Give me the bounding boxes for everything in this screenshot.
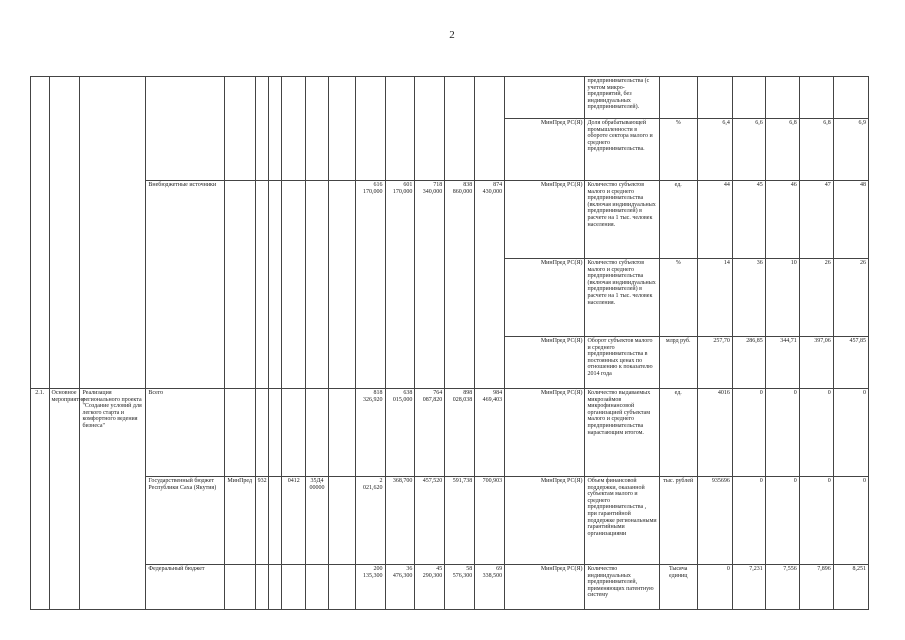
indicator-value: 14 [697, 259, 732, 337]
indicator-value: 397,06 [799, 337, 833, 389]
item-kind: Основное мероприятие [49, 389, 80, 610]
kind-cell [49, 77, 80, 389]
code: 35Д4 00000 [306, 477, 329, 565]
table-row [31, 389, 869, 477]
finance-value: 58 576,300 [445, 565, 475, 610]
code [328, 565, 355, 610]
finance-value: 718 340,000 [415, 181, 445, 389]
indicator-value: 0 [732, 477, 765, 565]
page-number: 2 [449, 29, 455, 41]
indicator-value: 44 [697, 181, 732, 259]
finance-value: 638 015,000 [385, 389, 415, 477]
finance-value: 818 326,920 [355, 389, 385, 477]
indicator-value: 8,251 [833, 565, 868, 610]
indicator-value: 36 [732, 259, 765, 337]
indicator-value: 6,8 [765, 119, 799, 181]
indicator-value: 26 [833, 259, 868, 337]
executor: МинПред РС(Я) [505, 259, 585, 337]
indicator-value: 257,70 [697, 337, 732, 389]
name-cell [80, 77, 146, 389]
finance-value: 601 170,000 [385, 181, 415, 389]
source-name: Федеральный бюджет [146, 565, 224, 610]
indicator-value: 48 [833, 181, 868, 259]
finance-value: 457,520 [415, 477, 445, 565]
responsible: МинПред [224, 477, 255, 565]
finance-value: 984 469,403 [475, 389, 505, 477]
indicator-value: 0 [732, 389, 765, 477]
unit: % [659, 119, 697, 181]
finance-value: 874 430,000 [475, 181, 505, 389]
indicator-value: 7,231 [732, 565, 765, 610]
indicator-value: 45 [732, 181, 765, 259]
indicator-value: 0 [697, 565, 732, 610]
indicator-value: 6,4 [697, 119, 732, 181]
indicator-value: 0 [799, 389, 833, 477]
table-row [31, 477, 869, 565]
finance-value: 591,738 [445, 477, 475, 565]
finance-value: 838 860,000 [445, 181, 475, 389]
unit: тыс. рублей [659, 477, 697, 565]
indicator-value: 344,71 [765, 337, 799, 389]
indicator-value: 4016 [697, 389, 732, 477]
table-row [31, 565, 869, 610]
finance-value: 764 087,820 [415, 389, 445, 477]
indicator-text: Доля обрабатывающей промышленности в обороте сектора малого и среднего предпринимательства. [585, 119, 659, 181]
source-name: Государственный бюджет Республики Саха (Якутия) [146, 477, 224, 565]
source-name: Внебюджетные источники [146, 181, 224, 389]
item-name: Реализация регионального проекта "Создание условий для легкого старта и комфортного ведения бизнеса" [80, 389, 146, 610]
source-name: Всего [146, 389, 224, 477]
indicator-value: 286,85 [732, 337, 765, 389]
code [282, 565, 306, 610]
indicator-value: 935696 [697, 477, 732, 565]
responsible [224, 565, 255, 610]
code [255, 389, 268, 477]
indicator-value: 6,6 [732, 119, 765, 181]
indicator-text: Объем финансовой поддержки, оказанной субъектам малого и среднего предпринимательства , при гарантийной поддержке региональными гарантийными организациями [585, 477, 659, 565]
code [282, 389, 306, 477]
finance-value: 700,903 [475, 477, 505, 565]
indicator-text: Количество индивидуальных предпринимателей, применяющих патентную систему [585, 565, 659, 610]
budget-table [30, 76, 869, 610]
indicator-value: 0 [765, 389, 799, 477]
indicator-value: 0 [833, 389, 868, 477]
finance-value: 45 290,300 [415, 565, 445, 610]
table-row [31, 181, 869, 259]
finance-value: 2 021,620 [355, 477, 385, 565]
indicator-value: 46 [765, 181, 799, 259]
responsible [224, 389, 255, 477]
indicator-value: 457,85 [833, 337, 868, 389]
code [255, 565, 268, 610]
executor: МинПред РС(Я) [505, 119, 585, 181]
code: 0412 [282, 477, 306, 565]
code [306, 389, 329, 477]
executor: МинПред РС(Я) [505, 181, 585, 259]
indicator-value: 6,8 [799, 119, 833, 181]
finance-value: 898 028,038 [445, 389, 475, 477]
unit: % [659, 259, 697, 337]
source-cell [146, 77, 224, 181]
indicator-value: 0 [799, 477, 833, 565]
finance-value: 36 476,300 [385, 565, 415, 610]
indicator-text: Количество субъектов малого и среднего предпринимательства (включая индивидуальных предпринимателей) в расчете на 1 тыс. человек населения. [585, 181, 659, 259]
unit: млрд руб. [659, 337, 697, 389]
executor: МинПред РС(Я) [505, 565, 585, 610]
code [328, 389, 355, 477]
indicator-value: 26 [799, 259, 833, 337]
indicator-value: 47 [799, 181, 833, 259]
indicator-text: Оборот субъектов малого и среднего предпринимательства в постоянных ценах по отношению к показателю 2014 года [585, 337, 659, 389]
finance-value: 200 135,300 [355, 565, 385, 610]
indicator-text: предпринимательства (с учетом микро-предприятий, без индивидуальных предпринимателей). [585, 77, 659, 119]
indicator-value: 0 [833, 477, 868, 565]
code [328, 477, 355, 565]
finance-value: 616 170,000 [355, 181, 385, 389]
finance-value: 368,700 [385, 477, 415, 565]
code [306, 565, 329, 610]
unit: Тысяча единиц [659, 565, 697, 610]
executor: МинПред РС(Я) [505, 477, 585, 565]
table-row [31, 77, 869, 119]
item-number: 2.1. [31, 389, 50, 610]
unit: ед. [659, 181, 697, 259]
indicator-value: 0 [765, 477, 799, 565]
indicator-value: 7,896 [799, 565, 833, 610]
indicator-value: 7,556 [765, 565, 799, 610]
code: 932 [255, 477, 268, 565]
indicator-value: 6,9 [833, 119, 868, 181]
unit: ед. [659, 389, 697, 477]
number-cell [31, 77, 50, 389]
indicator-text: Количество субъектов малого и среднего предпринимательства (включая индивидуальных предпринимателей) в расчете на 1 тыс. человек населения. [585, 259, 659, 337]
executor: МинПред РС(Я) [505, 337, 585, 389]
executor: МинПред РС(Я) [505, 389, 585, 477]
finance-value: 69 338,500 [475, 565, 505, 610]
indicator-value: 10 [765, 259, 799, 337]
indicator-text: Количество выдаваемых микрозаймов микрофинансовой организацией субъектам малого и среднего предпринимательства нарастающим итогом. [585, 389, 659, 477]
